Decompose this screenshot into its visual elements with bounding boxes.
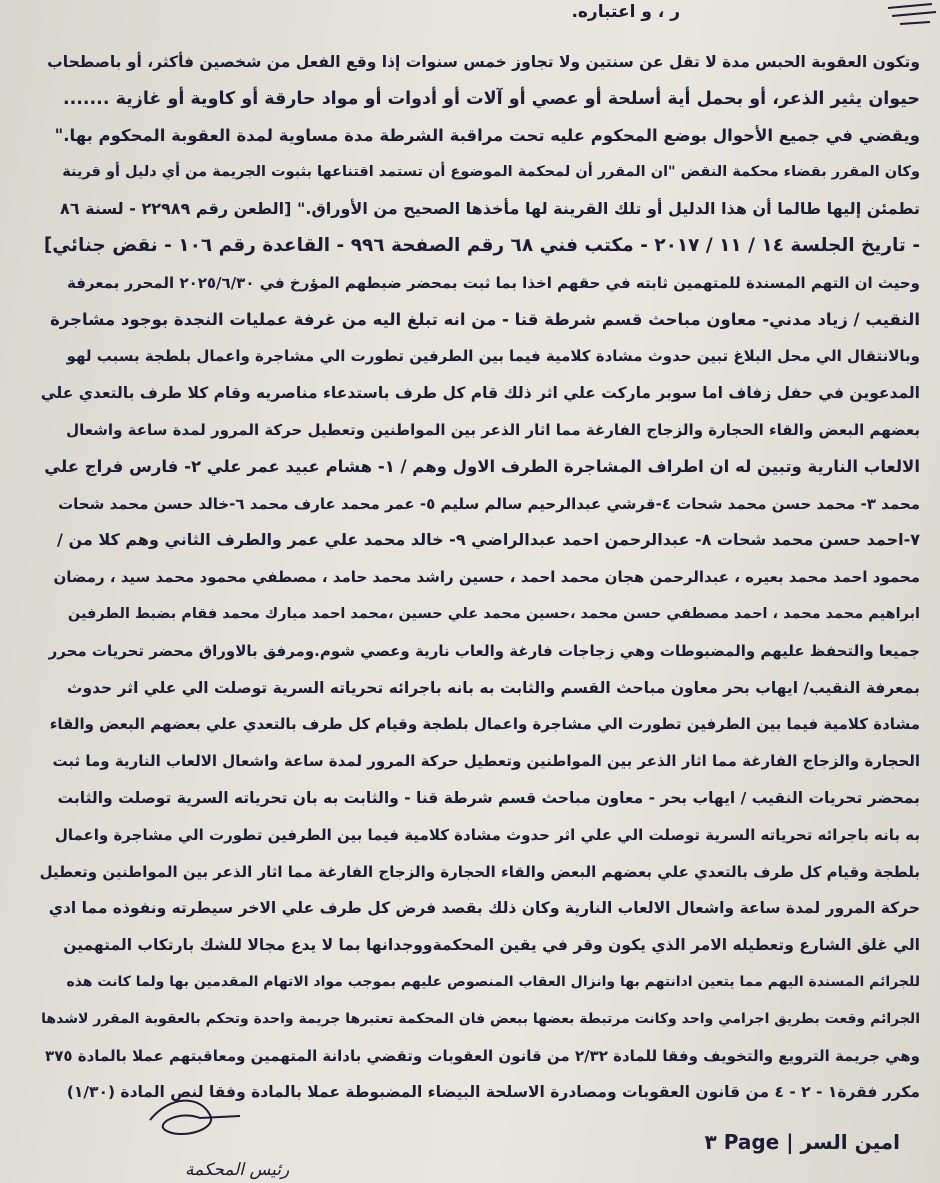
text-line: الي غلق الشارع وتعطيله الامر الذي يكون وقر في يقين المحكمةووجدانها بما لا يدع مجالا للشك بارتكاب المتهمين [63,936,920,955]
text-line: مشادة كلامية فيما بين الطرفين تطورت الي مشاجرة واعمال بلطجة وقيام كل طرف بالتعدي علي بعضهم البعض والقاء [49,715,920,734]
text-line: وبالانتقال الي محل البلاغ تبين حدوث مشادة كلامية فيما بين الطرفين تطورت الي مشاجرة واعمال بلطجة بسبب لهو [66,347,920,366]
text-line: محمد ٣- محمد حسن محمد شحات ٤-قرشي عبدالرحيم سالم سليم ٥- عمر محمد عارف محمد ٦-خالد حسن محمد شحات [58,494,920,513]
text-line: المدعوين في حفل زفاف اما سوبر ماركت علي اثر ذلك قام كل طرف باستدعاء مناصريه وقام كلا طرف بالتعدي علي [40,384,920,403]
judgment-body-text [40,44,920,1111]
footer-separator: | [786,1130,794,1154]
text-line: تطمئن إليها طالما أن هذا الدليل أو تلك القرينة لها مأخذها الصحيح من الأوراق." [الطعن رقم ٢٢٩٨٩ - لسنة ٨٦ [60,199,920,219]
footer-page-number: ٣ [704,1130,717,1154]
page-footer [0,1130,940,1183]
top-fragment-text: ر ، و اعتباره. [571,2,680,22]
text-line: وكان المقرر بقضاء محكمة النقض "ان المقرر أن لمحكمة الموضوع أن تستمد اقتناعها بثبوت الجريمة من أي دليل أو قرينة [62,164,920,181]
text-line: حركة المرور لمدة ساعة واشعال الالعاب النارية وكان ذلك بقصد فرض كل طرف علي الاخر سيطرته ونفوذه مما ادي [48,899,920,918]
text-line: الحجارة والزجاج الفارغة مما اثار الذعر بين المواطنين وتعطيل حركة المرور لمدة ساعة واشعال الالعاب النارية وما ثبت [52,752,920,771]
pen-scribble [880,0,940,40]
text-line: محمود احمد محمد بعيره ، عبدالرحمن هجان محمد احمد ، حسين راشد محمد حامد ، مصطفي محمود محمد سيد ، رمضان [53,568,920,587]
text-line: وحيث ان التهم المسندة للمتهمين ثابته في حقهم اخذا بما ثبت بمحضر ضبطهم المؤرخ في ٢٠٢٥/٦/٣٠ المحرر بمعرفة [66,273,920,292]
footer-judge-label: رئيس المحكمة [185,1160,290,1180]
text-line: بمحضر تحريات النقيب / ايهاب بحر - معاون مباحث قسم شرطة قنا - والثابت به بان تحرياته السرية توصلت والثابت [57,788,920,807]
text-line: به بانه باجرائه تحرياته السرية توصلت الي علي اثر حدوث مشادة كلامية فيما بين الطرفين تطورت الي مشاجرة واعمال [54,825,920,844]
text-line: ابراهيم محمد محمد ، احمد مصطفي حسن محمد ،حسين محمد علي حسين ،محمد احمد مبارك محمد فقام بضبط الطرفين [67,605,920,622]
text-line: للجرائم المسندة اليهم مما يتعين ادانتهم بها وانزال العقاب المنصوص عليهم بموجب مواد الاتهام المقدمين بها ولما كانت هذه [66,973,920,990]
text-line: - تاريخ الجلسة ١٤ / ١١ / ٢٠١٧ - مكتب فني ٦٨ رقم الصفحة ٩٩٦ - القاعدة رقم ١٠٦ - نقض جنائي] [43,234,920,256]
text-line: وهي جريمة الترويع والتخويف وفقا للمادة ٢/٣٢ من قانون العقوبات وتقضي بادانة المتهمين ومعاقبتهم عملا بالمادة ٣٧٥ [45,1046,920,1065]
text-line: مكرر فقرة١ - ٢ - ٤ من قانون العقوبات ومصادرة الاسلحة البيضاء المضبوطة عملا بالمادة وفقا لنص المادة (١/٣٠) [66,1083,920,1102]
text-line: بعضهم البعض والقاء الحجارة والزجاج الفارغة مما اثار الذعر بين المواطنين وتعطيل حركة المرور لمدة ساعة واشعال [66,420,920,439]
footer-secretary-label: امين السر [800,1130,900,1154]
text-line: الالعاب النارية وتبين له ان اطراف المشاجرة الطرف الاول وهم / ١- هشام عبيد عمر علي ٢- فارس فراج علي [44,456,920,476]
text-line: وتكون العقوبة الحبس مدة لا تقل عن سنتين ولا تجاوز خمس سنوات إذا وقع الفعل من شخصين فأكثر، أو باصطحاب [47,53,920,71]
text-line: النقيب / زياد مدني- معاون مباحث قسم شرطة قنا - من انه تبلغ اليه من غرفة عمليات النجدة بوجود مشاجرة [50,309,920,329]
text-line: الجرائم وقعت بطريق اجرامي واحد وكانت مرتبطة بعضها ببعض فان المحكمة تعتبرها جريمة واحدة وتحكم بالعقوبة المقرر لاشدها [41,1010,920,1027]
text-line: بمعرفة النقيب/ ايهاب بحر معاون مباحث القسم والثابت به بانه باجرائه تحرياته السرية توصلت الي علي اثر حدوث [66,678,920,697]
text-line: ٧-احمد حسن محمد شحات ٨- عبدالرحمن احمد عبدالراضي ٩- خالد محمد علي عمر والطرف الثاني وهم كلا من / [57,530,920,550]
text-line: ويقضي في جميع الأحوال بوضع المحكوم عليه تحت مراقبة الشرطة مدة مساوية لمدة العقوبة المحكوم بها." [54,125,920,145]
footer-secretary-block [705,1130,900,1154]
text-line: بلطجة وقيام كل طرف بالتعدي علي بعضهم البعض والقاء الحجارة والزجاج الفارغة مما اثار الذعر بين المواطنين وتعطيل [39,862,920,881]
footer-page-label: Page [723,1130,780,1154]
text-line: جميعا والتحفظ عليهم والمضبوطات وهي زجاجات فارغة والعاب نارية وعصي شوم.ومرفق بالاوراق محضر تحريات محرر [48,641,920,660]
text-line: حيوان يثير الذعر، أو بحمل أية أسلحة أو عصي أو آلات أو أدوات أو مواد حارقة أو كاوية أو غازية ....... [62,88,920,109]
